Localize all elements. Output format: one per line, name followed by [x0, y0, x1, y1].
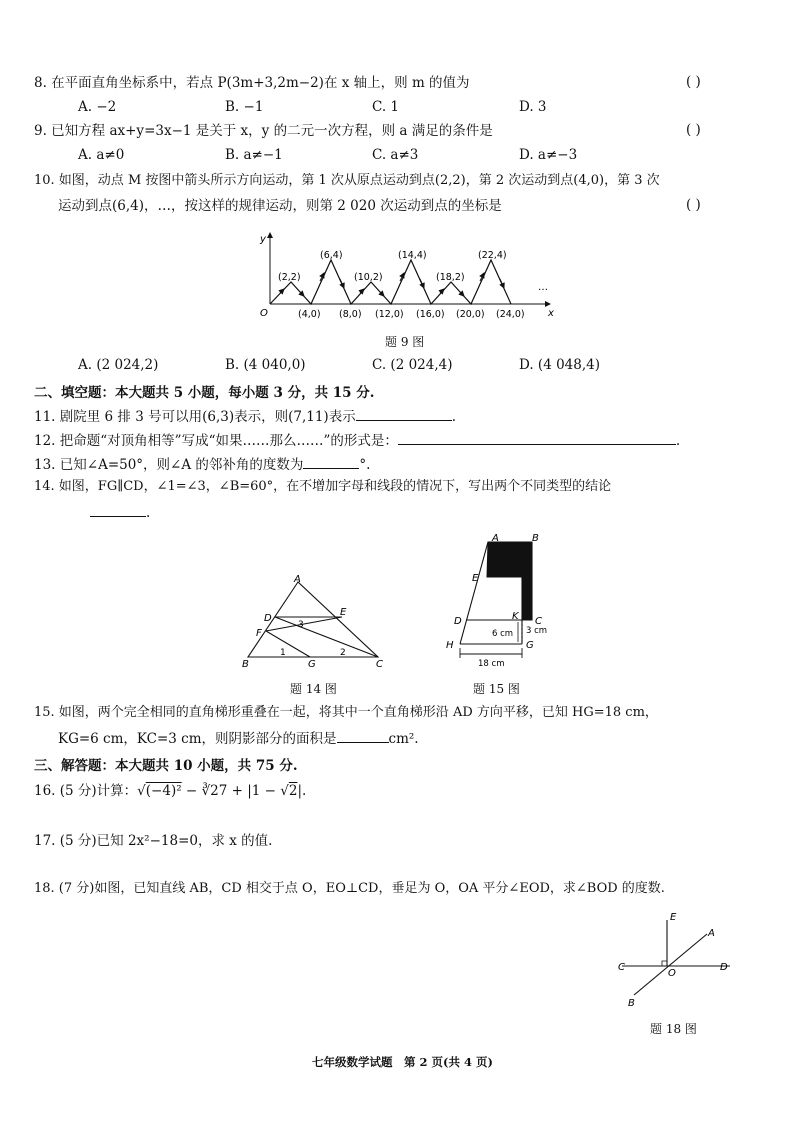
q9-option-a: A. a≠0	[78, 147, 125, 163]
q15-stem-text: KG=6 cm，KC=3 cm，则阴影部分的面积是	[58, 731, 337, 747]
q17: 17. (5 分)已知 2x²−18=0，求 x 的值.	[34, 833, 273, 849]
q10-movement-graph	[250, 228, 560, 323]
point-label: (16,0)	[416, 309, 445, 320]
vertex-label: C	[376, 659, 383, 670]
q8-option-a: A. −2	[78, 99, 117, 115]
vertex-label: E	[472, 573, 479, 584]
vertex-label: K	[512, 611, 519, 622]
point-label: B	[628, 998, 635, 1009]
q16-radicand-1: (−4)²	[145, 783, 182, 799]
q9-option-d: D. a≠−3	[519, 147, 578, 163]
point-label: (2,2)	[278, 272, 301, 283]
q15-stem-line2	[58, 728, 419, 748]
vertex-label: A	[492, 533, 499, 544]
q12-stem: 12. 把命题“对顶角相等”写成“如果……那么……”的形式是：	[34, 433, 398, 449]
q14-end: .	[146, 505, 151, 521]
point-label: D	[720, 962, 728, 973]
x-label: x	[548, 308, 554, 319]
point-label: (20,0)	[456, 309, 485, 320]
q9-answer-paren: ( )	[686, 122, 701, 138]
dimension-label: 6 cm	[492, 629, 514, 639]
vertex-label: D	[264, 613, 272, 624]
movement-path	[270, 260, 511, 304]
fig15-caption: 题 15 图	[473, 682, 520, 696]
vertex-label: E	[340, 607, 347, 618]
point-label: (14,4)	[398, 250, 427, 261]
q10-option-d: D. (4 048,4)	[519, 357, 600, 373]
q18: 18. (7 分)如图，已知直线 AB，CD 相交于点 O，EO⊥CD，垂足为 O，OA 平分∠EOD，求∠BOD 的度数.	[34, 881, 665, 896]
q10-option-b: B. (4 040,0)	[225, 357, 306, 373]
q9-stem: 9. 已知方程 ax+y=3x−1 是关于 x，y 的二元一次方程，则 a 满足的条件是	[34, 123, 493, 139]
q16-radicand-2: 2	[288, 783, 298, 799]
q12	[34, 430, 680, 450]
q13-end: °.	[359, 457, 371, 473]
fig18-caption: 题 18 图	[650, 1022, 697, 1036]
fig18-intersecting-lines	[612, 910, 742, 1010]
q14-answer	[90, 502, 150, 522]
page-footer: 七年级数学试题 第 2 页(共 4 页)	[312, 1055, 493, 1069]
point-label: A	[708, 928, 715, 939]
vertex-label: B	[242, 659, 249, 670]
angle-label: 3	[298, 620, 304, 630]
q16	[34, 782, 306, 800]
q12-end: .	[675, 433, 681, 449]
q16-middle: − ∛27 + |1 − √	[181, 783, 289, 799]
vertex-label: D	[454, 616, 462, 627]
point-label: E	[670, 912, 677, 923]
point-label: (10,2)	[354, 272, 383, 283]
q15-unit: cm².	[388, 731, 419, 747]
point-label: (22,4)	[478, 250, 507, 261]
origin-label: O	[260, 308, 268, 319]
q11-answer-blank	[356, 406, 452, 421]
section-2-heading: 二、填空题：本大题共 5 小题，每小题 3 分，共 15 分.	[34, 385, 375, 401]
q8-answer-paren: ( )	[686, 74, 701, 90]
dimension-label: 18 cm	[478, 659, 505, 669]
q14-answer-blank	[90, 502, 146, 517]
q9-option-b: B. a≠−1	[225, 147, 283, 163]
section-3-heading: 三、解答题：本大题共 10 小题，共 75 分.	[34, 758, 298, 774]
vertex-label: F	[256, 628, 262, 639]
vertex-label: G	[308, 659, 316, 670]
q11-stem: 11. 剧院里 6 排 3 号可以用(6,3)表示，则(7,11)表示	[34, 409, 356, 425]
q8-option-b: B. −1	[225, 99, 264, 115]
q13-stem: 13. 已知∠A=50°，则∠A 的邻补角的度数为	[34, 457, 304, 473]
fig14-caption: 题 14 图	[290, 682, 337, 696]
vertex-label: B	[532, 533, 539, 544]
fig14-triangle	[238, 572, 398, 672]
vertex-label: G	[526, 640, 534, 651]
q10-figure-caption: 题 9 图	[385, 335, 425, 349]
q13-answer-blank	[303, 454, 359, 469]
q8-option-c: C. 1	[372, 99, 400, 115]
angle-label: 1	[280, 648, 286, 658]
point-label: (6,4)	[320, 250, 343, 261]
q10-option-a: A. (2 024,2)	[78, 357, 159, 373]
vertex-label: H	[446, 640, 454, 651]
dimension-label: 3 cm	[526, 626, 548, 636]
q15-answer-blank	[337, 728, 389, 743]
q15-stem-line1: 15. 如图，两个完全相同的直角梯形重叠在一起，将其中一个直角梯形沿 AD 方向平移，已知 HG=18 cm，	[34, 705, 658, 720]
point-label: (4,0)	[298, 309, 321, 320]
angle-label: 2	[340, 648, 346, 658]
vertex-label: C	[535, 616, 542, 627]
point-label: C	[618, 962, 625, 973]
q16-end: |.	[297, 783, 307, 799]
q11-end: .	[451, 409, 456, 425]
q10-answer-paren: ( )	[686, 197, 701, 213]
point-label: (8,0)	[339, 309, 362, 320]
q13	[34, 454, 370, 474]
q8-stem: 8. 在平面直角坐标系中，若点 P(3m+3,2m−2)在 x 轴上，则 m 的值为	[34, 75, 470, 91]
continuation-dots: …	[538, 282, 548, 293]
q12-answer-blank	[398, 430, 676, 445]
q16-stem: 16. (5 分)计算：√	[34, 783, 146, 799]
q10-stem-line2: 运动到点(6,4)，…，按这样的规律运动，则第 2 020 次运动到点的坐标是	[58, 198, 502, 214]
point-label: O	[668, 968, 676, 979]
q8-option-d: D. 3	[519, 99, 547, 115]
q9-option-c: C. a≠3	[372, 147, 419, 163]
point-label: (18,2)	[436, 272, 465, 283]
q11	[34, 406, 456, 426]
q10-option-c: C. (2 024,4)	[372, 357, 453, 373]
q14-stem: 14. 如图，FG∥CD，∠1=∠3，∠B=60°，在不增加字母和线段的情况下，写出两个不同类型的结论	[34, 479, 612, 494]
q10-stem-line1: 10. 如图，动点 M 按图中箭头所示方向运动，第 1 次从原点运动到点(2,2)，第 2 次运动到点(4,0)，第 3 次	[34, 173, 660, 188]
point-label: (12,0)	[375, 309, 404, 320]
y-label: y	[260, 234, 266, 245]
fig15-trapezoids	[440, 532, 560, 672]
vertex-label: A	[294, 574, 301, 585]
point-label: (24,0)	[496, 309, 525, 320]
